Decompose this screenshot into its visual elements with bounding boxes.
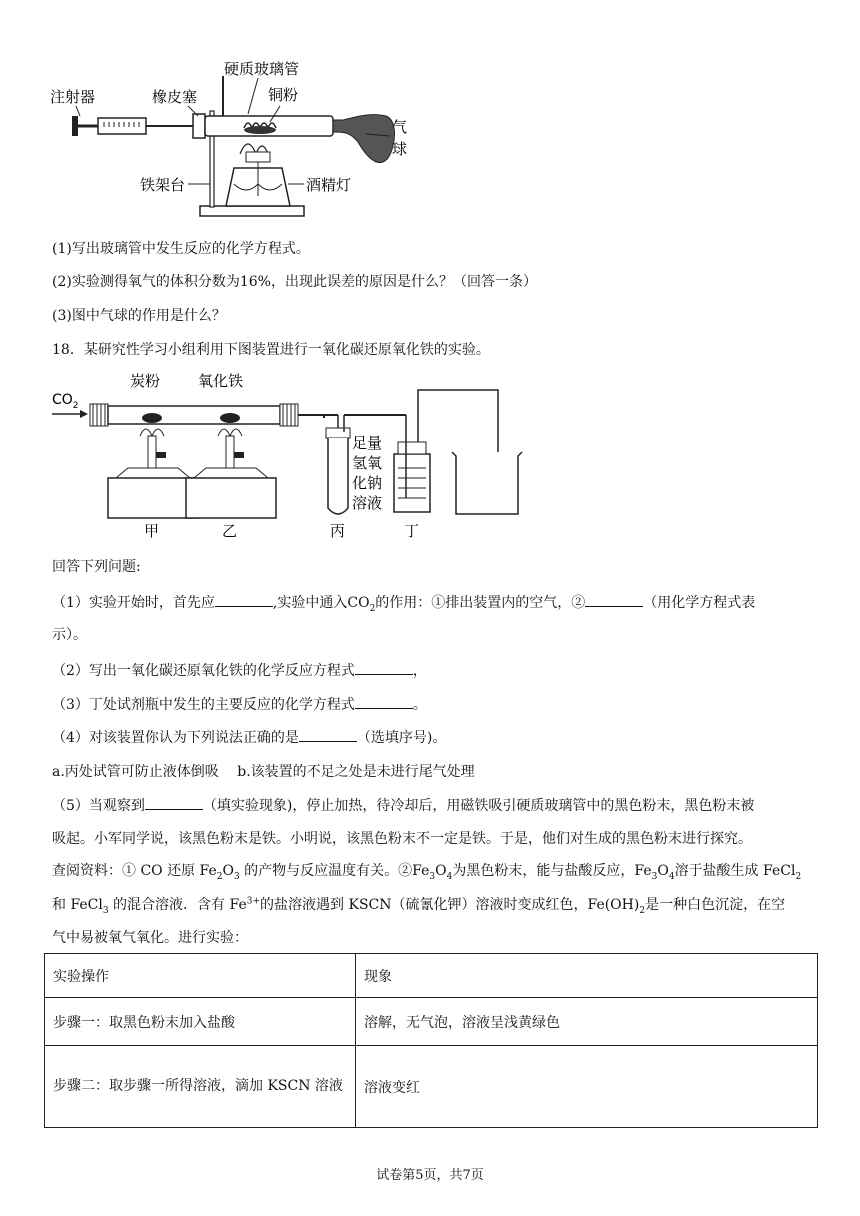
blank-2[interactable]	[585, 593, 643, 607]
experiment-table	[44, 953, 818, 1128]
q17-part3: (3)图中气球的作用是什么？	[52, 308, 226, 324]
blank-3[interactable]	[355, 661, 413, 675]
label-copper: 铜粉	[268, 86, 299, 104]
label-naoh-3: 化钠	[352, 474, 383, 492]
table-cell: 溶解，无气泡，溶液呈浅黄绿色	[356, 998, 818, 1046]
q17-part2: (2)实验测得氧气的体积分数为16%，出现此误差的原因是什么？（回答一条）	[52, 274, 537, 290]
q18-sub5-cont: 吸起。小军同学说，该黑色粉末是铁。小明说，该黑色粉末不一定是铁。于是，他们对生成的黑色粉末进行探究。	[52, 831, 752, 847]
table-header-cell: 现象	[356, 954, 818, 998]
table-row	[45, 998, 818, 1046]
burner-yi-icon	[186, 436, 276, 518]
q18-sub1: （1）实验开始时，首先应 ,实验中通入$CO_2$的作用：①排出装置内的空气，② （用化学方程式表	[52, 595, 756, 614]
blank-5[interactable]	[299, 728, 357, 742]
label-stand: 铁架台	[140, 176, 186, 194]
label-co2: $CO_2$	[52, 392, 79, 411]
rubber-stopper	[193, 114, 205, 138]
reaction-tube	[108, 406, 280, 424]
q18-info-line1: 查阅资料：① CO 还原 $Fe_2O_3$ 的产物与反应温度有关。$②Fe_3O_4$为黑色粉末，能与盐酸反应，$Fe_3O_4$溶于盐酸生成 FeCl$_2$	[52, 863, 802, 882]
label-balloon-2: 球	[392, 140, 408, 158]
table-cell: 步骤一：取黑色粉末加入盐酸	[45, 998, 356, 1046]
q18-sub4: （4）对该装置你认为下列说法正确的是 （选填序号)。	[52, 730, 447, 746]
table-row	[45, 1046, 818, 1128]
label-iron-oxide: 氧化铁	[198, 372, 244, 390]
syringe-icon	[72, 116, 193, 136]
burner-jia-icon	[108, 436, 198, 518]
q18-intro: 18．某研究性学习小组利用下图装置进行一氧化碳还原氧化铁的实验。	[52, 342, 490, 358]
label-carbon: 炭粉	[130, 372, 161, 390]
q18-info-line3: 气中易被氧气氧化。进行实验：	[52, 930, 248, 946]
q17-part1: (1)写出玻璃管中发生反应的化学方程式。	[52, 241, 310, 257]
q18-info-line2: 和 FeCl$_3$ 的混合溶液．含有 $Fe^{3+}$的盐溶液遇到 KSCN（硫氰化钾）溶液时变成红色，$Fe(OH)_2$是一种白色沉淀，在空	[52, 896, 786, 916]
table-cell: 溶液变红	[356, 1046, 818, 1128]
label-stopper: 橡皮塞	[152, 88, 198, 106]
q18-answer-prompt: 回答下列问题:	[52, 559, 141, 575]
label-syringe: 注射器	[50, 88, 96, 106]
table-header-row	[45, 954, 818, 998]
balloon-icon	[333, 115, 395, 163]
label-naoh-1: 足量	[352, 434, 383, 452]
q18-sub3: （3）丁处试剂瓶中发生的主要反应的化学方程式 。	[52, 697, 427, 713]
label-jia: 甲	[144, 522, 160, 540]
blank-6[interactable]	[145, 796, 203, 810]
beaker-icon	[452, 452, 522, 514]
blank-1[interactable]	[215, 593, 273, 607]
label-naoh-4: 溶液	[352, 494, 383, 512]
test-tube-bing-icon	[326, 415, 350, 514]
label-balloon-1: 气	[392, 118, 408, 136]
blank-4[interactable]	[355, 695, 413, 709]
label-ding: 丁	[404, 522, 420, 540]
label-lamp: 酒精灯	[306, 176, 352, 194]
table-header-cell: 实验操作	[45, 954, 356, 998]
q18-sub4-options: a.丙处试管可防止液体倒吸 b.该装置的不足之处是未进行尾气处理	[52, 764, 475, 780]
page-footer: 试卷第5页，共7页	[376, 1168, 484, 1183]
q18-sub5: （5）当观察到 （填实验现象)，停止加热，待冷却后，用磁铁吸引硬质玻璃管中的黑色粉末，黑色粉末被	[52, 798, 755, 814]
table-cell: 步骤二：取步骤一所得溶液，滴加 KSCN 溶液	[45, 1046, 356, 1128]
q18-sub2: （2）写出一氧化碳还原氧化铁的化学反应方程式 ，	[52, 663, 427, 679]
iron-oxide-powder-icon	[220, 413, 240, 423]
stand-base	[200, 206, 304, 216]
figure-co-reduction-apparatus	[48, 368, 558, 544]
carbon-powder-icon	[142, 413, 162, 423]
figure-copper-oxygen-apparatus	[48, 56, 418, 228]
label-bing: 丙	[330, 522, 346, 540]
q18-sub1-cont: 示）。	[52, 627, 87, 643]
label-glass-tube: 硬质玻璃管	[224, 60, 300, 78]
label-yi: 乙	[222, 522, 238, 540]
alcohol-lamp-icon	[226, 144, 290, 206]
label-naoh-2: 氢氧	[352, 454, 383, 472]
